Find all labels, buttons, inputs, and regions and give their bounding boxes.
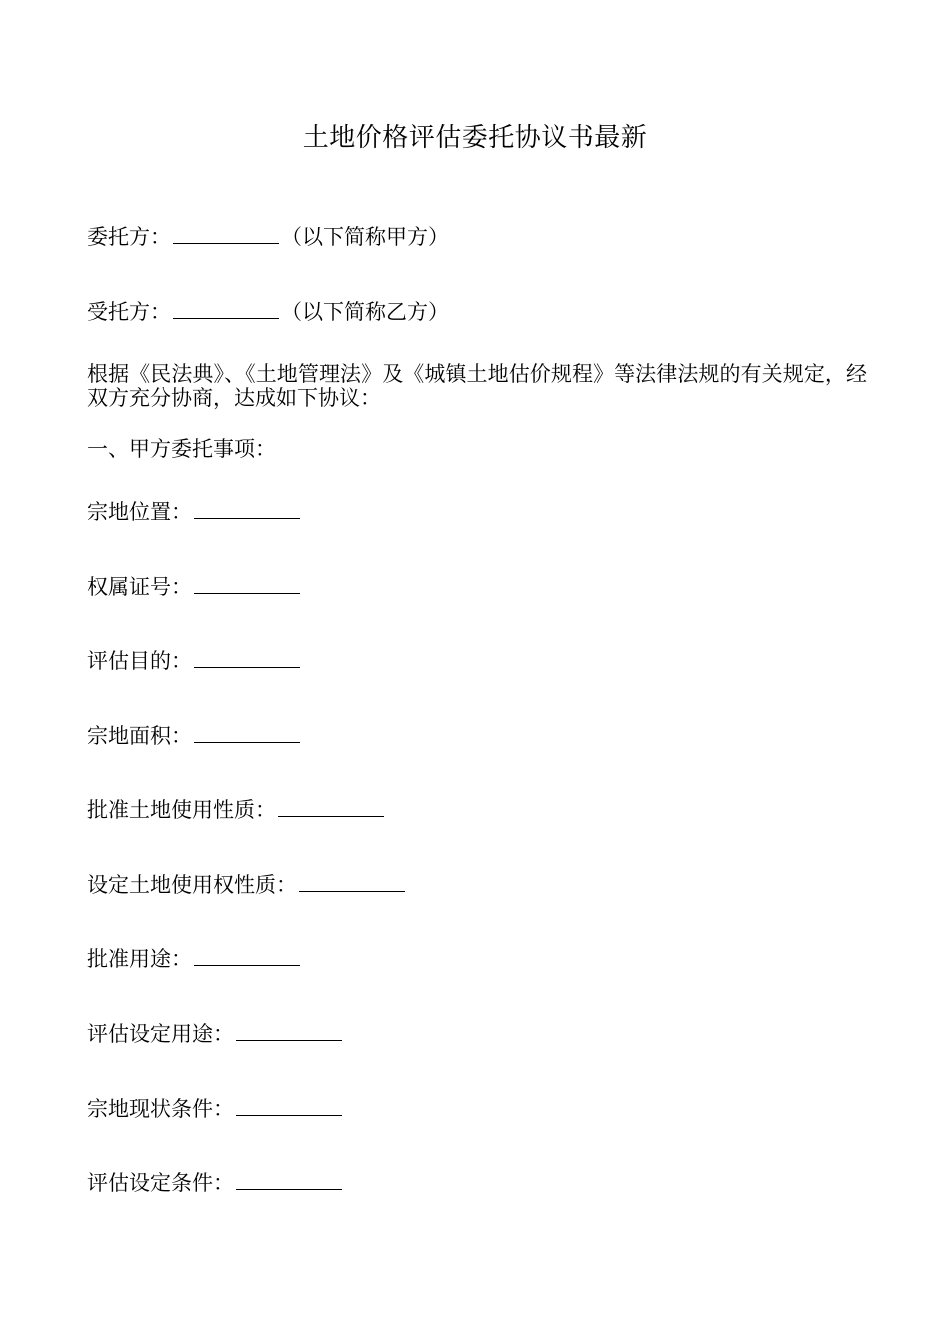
field-blank[interactable] xyxy=(194,645,300,668)
field-row xyxy=(87,943,302,973)
field-label: 评估目的： xyxy=(87,649,192,673)
field-label: 宗地位置： xyxy=(87,500,192,524)
field-blank[interactable] xyxy=(278,794,384,817)
field-row xyxy=(87,869,407,899)
field-row xyxy=(87,794,386,824)
client-line xyxy=(87,221,449,251)
field-blank[interactable] xyxy=(236,1018,342,1041)
trustee-blank[interactable] xyxy=(173,296,279,319)
trustee-label: 受托方： xyxy=(87,300,171,324)
field-row xyxy=(87,571,302,601)
field-blank[interactable] xyxy=(194,943,300,966)
trustee-line xyxy=(87,296,449,326)
field-blank[interactable] xyxy=(236,1167,342,1190)
client-suffix: （以下简称甲方） xyxy=(281,225,449,249)
field-blank[interactable] xyxy=(194,571,300,594)
document-title: 土地价格评估委托协议书最新 xyxy=(302,123,648,153)
field-label: 批准用途： xyxy=(87,947,192,971)
field-row xyxy=(87,1167,344,1197)
field-blank[interactable] xyxy=(299,869,405,892)
field-label: 评估设定条件： xyxy=(87,1171,234,1195)
field-blank[interactable] xyxy=(236,1093,342,1116)
section-heading-1: 一、甲方委托事项： xyxy=(87,437,276,461)
field-row xyxy=(87,645,302,675)
field-row xyxy=(87,496,302,526)
field-row xyxy=(87,1018,344,1048)
field-blank[interactable] xyxy=(194,720,300,743)
field-blank[interactable] xyxy=(194,496,300,519)
field-label: 宗地现状条件： xyxy=(87,1097,234,1121)
field-label: 评估设定用途： xyxy=(87,1022,234,1046)
trustee-suffix: （以下简称乙方） xyxy=(281,300,449,324)
client-blank[interactable] xyxy=(173,221,279,244)
field-label: 设定土地使用权性质： xyxy=(87,873,297,897)
field-label: 批准土地使用性质： xyxy=(87,798,276,822)
field-label: 权属证号： xyxy=(87,575,192,599)
field-row xyxy=(87,720,302,750)
preamble-paragraph: 根据《民法典》、《土地管理法》及《城镇土地估价规程》等法律法规的有关规定，经双方充分协商，达成如下协议： xyxy=(87,362,867,410)
field-row xyxy=(87,1093,344,1123)
client-label: 委托方： xyxy=(87,225,171,249)
field-label: 宗地面积： xyxy=(87,724,192,748)
